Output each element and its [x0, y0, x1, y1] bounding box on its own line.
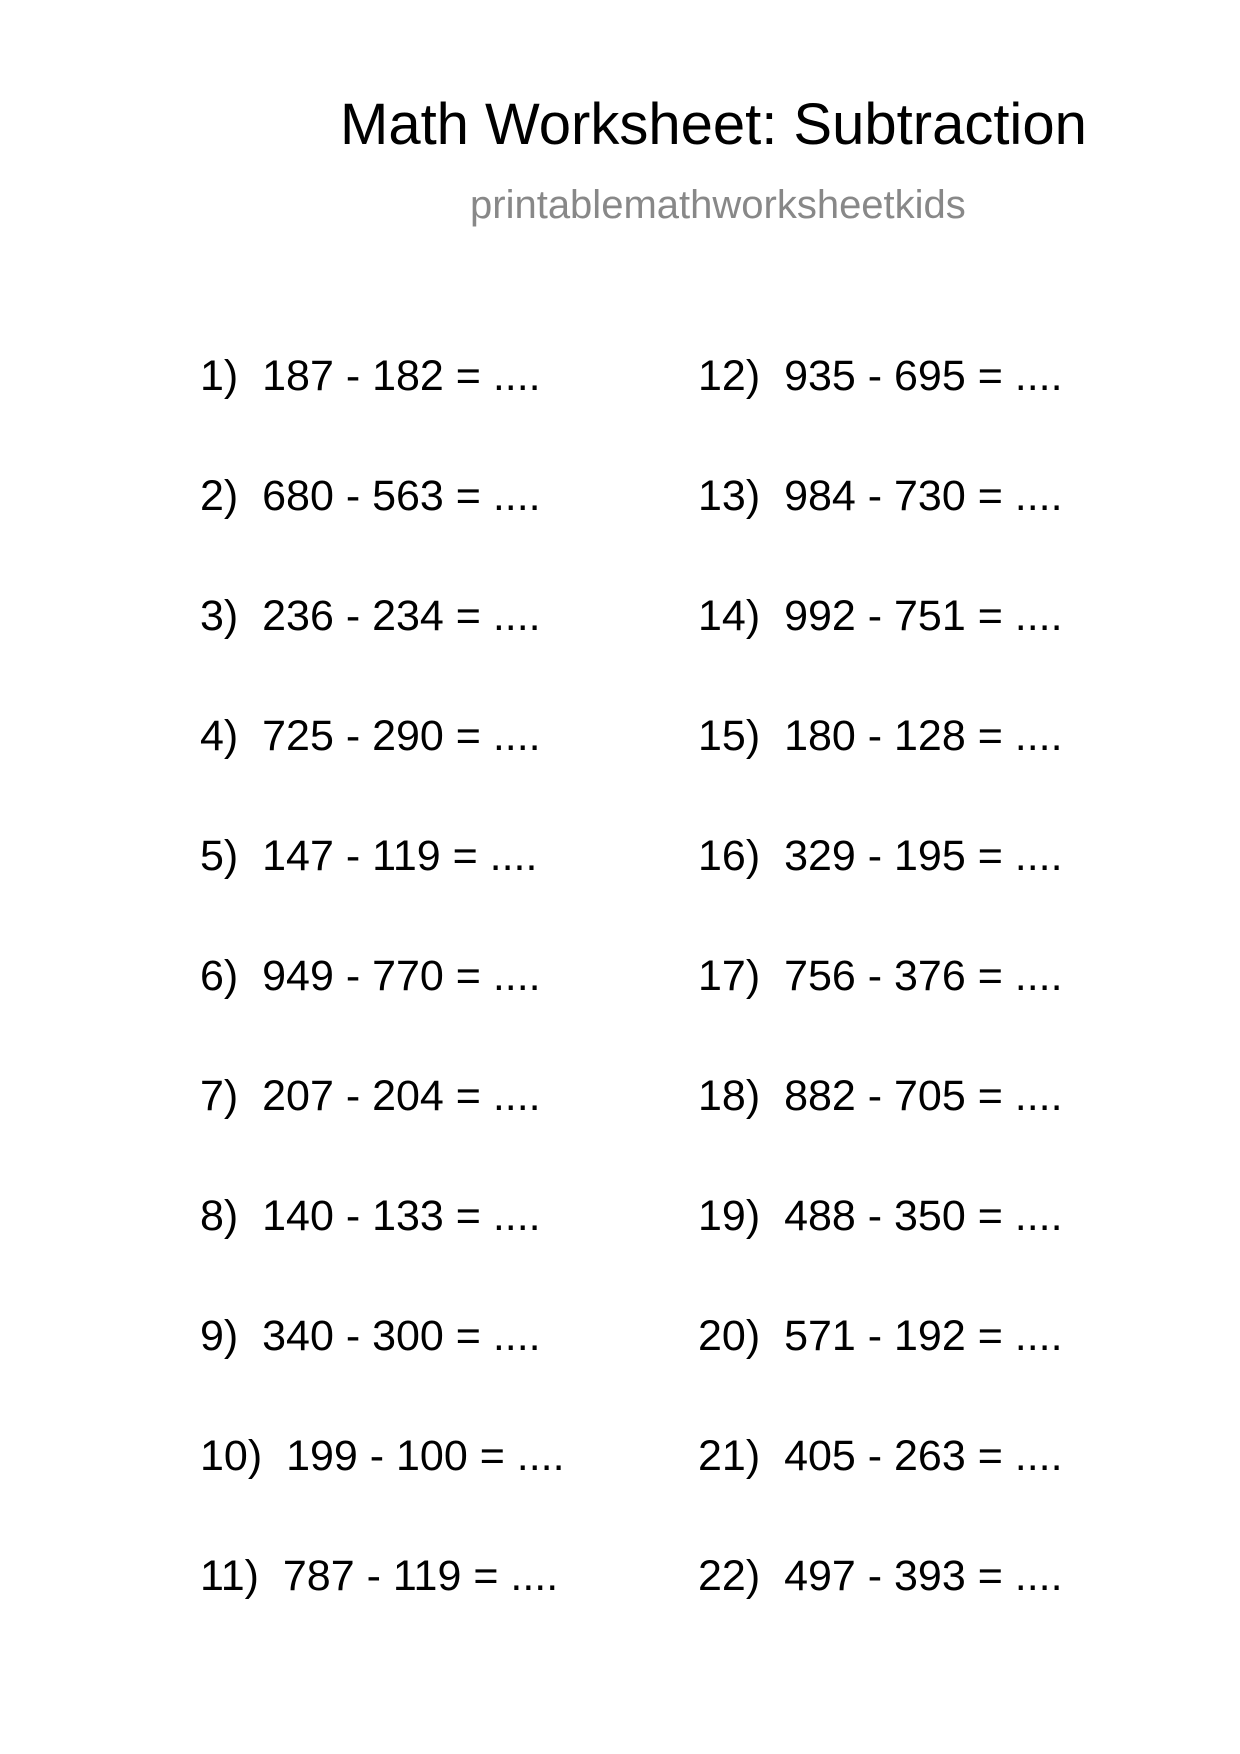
- problem-number: 10): [200, 1432, 263, 1480]
- problem-number: 8): [200, 1192, 239, 1240]
- problem-number: 11): [200, 1552, 259, 1600]
- problem-expression: 180 - 128 = ....: [784, 712, 1063, 760]
- problem-item: [698, 1432, 1063, 1480]
- problem-number: 19): [698, 1192, 761, 1240]
- problem-expression: 992 - 751 = ....: [784, 592, 1063, 640]
- problem-item: [200, 952, 541, 1000]
- problem-expression: 497 - 393 = ....: [784, 1552, 1063, 1600]
- problem-expression: 949 - 770 = ....: [262, 952, 541, 1000]
- problem-item: [698, 592, 1063, 640]
- problem-expression: 187 - 182 = ....: [262, 352, 541, 400]
- problem-item: [200, 1432, 565, 1480]
- problem-number: 17): [698, 952, 761, 1000]
- problem-item: [200, 712, 541, 760]
- problem-number: 3): [200, 592, 239, 640]
- problem-number: 1): [200, 352, 239, 400]
- problem-item: [200, 1312, 541, 1360]
- problem-expression: 725 - 290 = ....: [262, 712, 541, 760]
- problem-number: 7): [200, 1072, 239, 1120]
- problem-expression: 405 - 263 = ....: [784, 1432, 1063, 1480]
- problem-expression: 756 - 376 = ....: [784, 952, 1063, 1000]
- problem-expression: 984 - 730 = ....: [784, 472, 1063, 520]
- problem-number: 15): [698, 712, 761, 760]
- problem-number: 4): [200, 712, 239, 760]
- problem-item: [698, 832, 1063, 880]
- problem-item: [200, 832, 538, 880]
- page-title: Math Worksheet: Subtraction: [340, 92, 1087, 157]
- problem-item: [698, 352, 1063, 400]
- problem-item: [200, 592, 541, 640]
- problem-number: 14): [698, 592, 761, 640]
- problem-item: [698, 1072, 1063, 1120]
- problem-expression: 340 - 300 = ....: [262, 1312, 541, 1360]
- problem-number: 16): [698, 832, 761, 880]
- problem-expression: 140 - 133 = ....: [262, 1192, 541, 1240]
- problem-expression: 488 - 350 = ....: [784, 1192, 1063, 1240]
- problem-number: 12): [698, 352, 761, 400]
- problem-item: [698, 1192, 1063, 1240]
- problem-expression: 935 - 695 = ....: [784, 352, 1063, 400]
- problem-number: 6): [200, 952, 239, 1000]
- problem-expression: 199 - 100 = ....: [286, 1432, 565, 1480]
- problem-item: [200, 352, 541, 400]
- problem-number: 22): [698, 1552, 761, 1600]
- problem-expression: 787 - 119 = ....: [282, 1552, 559, 1600]
- problem-item: [698, 952, 1063, 1000]
- problem-item: [698, 1552, 1063, 1600]
- problem-item: [698, 1312, 1063, 1360]
- problem-item: [698, 712, 1063, 760]
- problem-expression: 329 - 195 = ....: [784, 832, 1063, 880]
- problem-item: [200, 472, 541, 520]
- problem-expression: 207 - 204 = ....: [262, 1072, 541, 1120]
- problem-expression: 680 - 563 = ....: [262, 472, 541, 520]
- problem-number: 18): [698, 1072, 761, 1120]
- problem-expression: 236 - 234 = ....: [262, 592, 541, 640]
- problem-number: 20): [698, 1312, 761, 1360]
- problem-expression: 882 - 705 = ....: [784, 1072, 1063, 1120]
- problem-item: [200, 1192, 541, 1240]
- problem-expression: 571 - 192 = ....: [784, 1312, 1063, 1360]
- problem-number: 21): [698, 1432, 761, 1480]
- page-subtitle: printablemathworksheetkids: [470, 183, 966, 227]
- problem-number: 13): [698, 472, 761, 520]
- problem-item: [200, 1552, 559, 1600]
- problem-number: 5): [200, 832, 239, 880]
- problem-item: [200, 1072, 541, 1120]
- problem-expression: 147 - 119 = ....: [262, 832, 538, 880]
- problem-number: 9): [200, 1312, 239, 1360]
- problem-number: 2): [200, 472, 239, 520]
- problem-item: [698, 472, 1063, 520]
